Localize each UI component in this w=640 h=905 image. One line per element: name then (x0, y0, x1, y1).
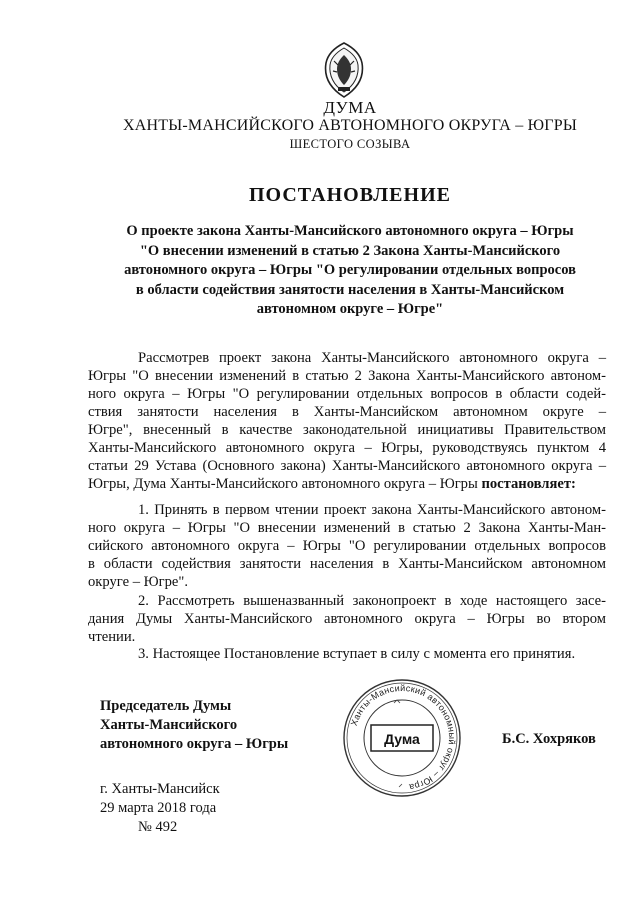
resolution-item-2 (88, 592, 606, 646)
seal-center-text: Дума (384, 731, 420, 747)
text-line: сийского автономного округа – Югры "О регулировании отдельных вопросов (88, 538, 606, 554)
place-and-date (100, 780, 220, 837)
coat-of-arms-icon (322, 41, 366, 99)
region-name: ХАНТЫ-МАНСИЙСКОГО АВТОНОМНОГО ОКРУГА – ЮГРЫ (123, 117, 577, 134)
city: г. Ханты-Мансийск (100, 781, 220, 797)
text-line: ствия занятости населения в Ханты-Мансийском автономном округе – (88, 404, 606, 420)
text-line: 1. Принять в первом чтении проект закона Ханты-Мансийского автоном- (138, 502, 606, 518)
subject-line: О проекте закона Ханты-Мансийского автономного округа – Югры (126, 223, 574, 239)
signatory-position (100, 697, 288, 754)
text-line: дания Думы Ханты-Мансийского автономного округа – Югры во втором (88, 611, 606, 627)
text-line: Рассмотрев проект закона Ханты-Мансийского автономного округа – (138, 350, 606, 366)
document-title: ПОСТАНОВЛЕНИЕ (249, 184, 451, 206)
subject-line: в области содействия занятости населения в Ханты-Мансийском (135, 281, 565, 298)
convocation: ШЕСТОГО СОЗЫВА (289, 137, 411, 151)
text-fragment: Югры, Дума Ханты-Мансийского автономного округа – Югры (88, 476, 478, 492)
position-line: Председатель Думы (100, 698, 232, 714)
signatory-name: Б.С. Хохряков (502, 731, 596, 747)
text-line: 3. Настоящее Постановление вступает в силу с момента его принятия. (138, 646, 576, 662)
position-line: Ханты-Мансийского (100, 717, 238, 733)
document-subject (90, 222, 610, 320)
text-line: статьи 29 Устава (Основного закона) Ханты-Мансийского автономного округа – (88, 458, 606, 474)
decision-word: постановляет: (481, 476, 576, 492)
text-line: 2. Рассмотреть вышеназванный законопроект в ходе настоящего засе- (138, 593, 606, 609)
subject-line: автономном округе – Югре" (256, 301, 444, 317)
text-line: чтении. (88, 629, 136, 645)
text-line: Югре", внесенный в качестве законодательной инициативы Правительством (88, 422, 606, 438)
official-seal (339, 675, 465, 801)
position-line: автономного округа – Югры (100, 736, 289, 752)
text-line: Ханты-Мансийского автономного округа – Югры, руководствуясь пунктом 4 (88, 440, 606, 456)
date: 29 марта 2018 года (100, 800, 217, 816)
text-line: ного округа – Югры "О внесении изменений в статью 2 Закона Ханты-Ман- (88, 520, 606, 536)
subject-line: "О внесении изменений в статью 2 Закона Ханты-Мансийского (139, 242, 561, 259)
text-line-last (88, 475, 606, 493)
text-line: Югры "О внесении изменений в статью 2 Закона Ханты-Мансийского автоном- (88, 368, 606, 384)
document-number: № 492 (138, 819, 178, 835)
seal-ring-text: Ханты-Мансийский автономный округ – Югра (348, 682, 458, 793)
preamble-paragraph (88, 349, 606, 493)
resolution-item-3 (88, 645, 606, 663)
resolution-item-1 (88, 501, 606, 591)
text-line: округе – Югре". (88, 574, 189, 590)
parliament-name: ДУМА (323, 98, 377, 117)
subject-line: автономного округа – Югры "О регулировании отдельных вопросов (124, 262, 576, 278)
text-line: ного округа – Югры "О регулировании отдельных вопросов в области содей- (88, 386, 606, 402)
text-line: в области содействия занятости населения в Ханты-Мансийском автономном (88, 556, 606, 572)
